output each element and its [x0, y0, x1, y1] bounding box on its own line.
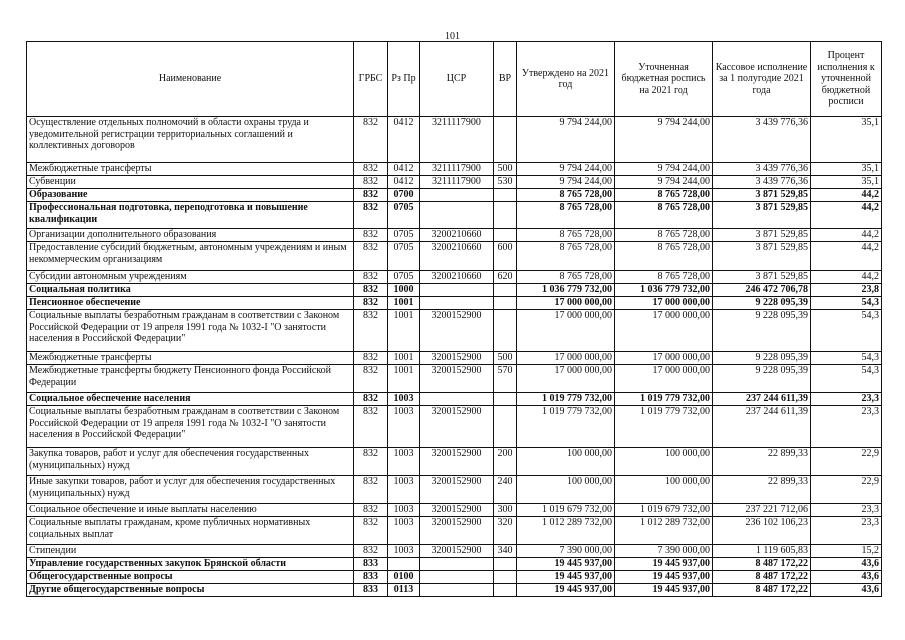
cell-grbs: 832: [354, 406, 388, 448]
cell-csr: [420, 297, 494, 310]
cell-approved: 8 765 728,00: [517, 242, 615, 271]
cell-rzpr: 1001: [388, 365, 420, 393]
cell-percent: 54,3: [811, 310, 882, 352]
cell-cash: 3 439 776,36: [713, 117, 811, 163]
cell-cash: 3 439 776,36: [713, 163, 811, 176]
table-row: [27, 352, 882, 365]
col-header-name: Наименование: [27, 42, 354, 117]
cell-approved: 8 765 728,00: [517, 229, 615, 242]
cell-csr: 3211117900: [420, 117, 494, 163]
cell-grbs: 832: [354, 517, 388, 545]
cell-name: Социальная политика: [27, 284, 354, 297]
cell-refined: 9 794 244,00: [615, 176, 713, 189]
cell-approved: 9 794 244,00: [517, 117, 615, 163]
cell-csr: 3200210660: [420, 229, 494, 242]
cell-percent: 54,3: [811, 297, 882, 310]
cell-vr: [494, 310, 517, 352]
cell-grbs: 832: [354, 271, 388, 284]
cell-percent: 22,9: [811, 448, 882, 476]
cell-csr: 3200152900: [420, 545, 494, 558]
cell-approved: 17 000 000,00: [517, 310, 615, 352]
cell-name: Межбюджетные трансферты: [27, 352, 354, 365]
cell-rzpr: 1001: [388, 310, 420, 352]
cell-approved: 17 000 000,00: [517, 352, 615, 365]
cell-vr: [494, 202, 517, 229]
cell-csr: [420, 571, 494, 584]
cell-rzpr: 0705: [388, 242, 420, 271]
cell-percent: 23,3: [811, 504, 882, 517]
cell-grbs: 832: [354, 545, 388, 558]
cell-name: Межбюджетные трансферты бюджету Пенсионного фонда Российской Федерации: [27, 365, 354, 393]
cell-refined: 1 019 779 732,00: [615, 393, 713, 406]
cell-grbs: 832: [354, 504, 388, 517]
col-header-percent: Процент исполнения к уточненной бюджетной росписи: [811, 42, 882, 117]
cell-cash: 22 899,33: [713, 476, 811, 504]
cell-approved: 8 765 728,00: [517, 189, 615, 202]
cell-refined: 8 765 728,00: [615, 202, 713, 229]
cell-csr: 3200152900: [420, 504, 494, 517]
cell-cash: 8 487 172,22: [713, 571, 811, 584]
cell-refined: 17 000 000,00: [615, 310, 713, 352]
cell-percent: 44,2: [811, 229, 882, 242]
cell-rzpr: 0705: [388, 229, 420, 242]
cell-vr: 530: [494, 176, 517, 189]
table-row: [27, 284, 882, 297]
cell-name: Другие общегосударственные вопросы: [27, 584, 354, 597]
cell-rzpr: 0700: [388, 189, 420, 202]
cell-csr: 3200152900: [420, 406, 494, 448]
cell-refined: 1 019 679 732,00: [615, 504, 713, 517]
col-header-grbs: ГРБС: [354, 42, 388, 117]
cell-csr: [420, 558, 494, 571]
cell-cash: 9 228 095,39: [713, 365, 811, 393]
cell-approved: 7 390 000,00: [517, 545, 615, 558]
table-row: [27, 571, 882, 584]
page-number: 101: [445, 31, 460, 42]
cell-rzpr: 1001: [388, 352, 420, 365]
cell-approved: 100 000,00: [517, 476, 615, 504]
table-row: [27, 504, 882, 517]
cell-csr: 3211117900: [420, 163, 494, 176]
cell-rzpr: 0100: [388, 571, 420, 584]
cell-percent: 22,9: [811, 476, 882, 504]
cell-grbs: 832: [354, 117, 388, 163]
cell-grbs: 832: [354, 365, 388, 393]
cell-approved: 1 019 679 732,00: [517, 504, 615, 517]
cell-vr: 300: [494, 504, 517, 517]
budget-table: [26, 41, 882, 597]
cell-grbs: 832: [354, 229, 388, 242]
cell-name: Пенсионное обеспечение: [27, 297, 354, 310]
cell-vr: [494, 571, 517, 584]
cell-name: Субвенции: [27, 176, 354, 189]
cell-vr: 570: [494, 365, 517, 393]
cell-percent: 35,1: [811, 117, 882, 163]
cell-name: Предоставление субсидий бюджетным, автономным учреждениям и иным некоммерческим организациям: [27, 242, 354, 271]
cell-csr: 3200152900: [420, 476, 494, 504]
cell-cash: 3 871 529,85: [713, 242, 811, 271]
cell-rzpr: 1003: [388, 448, 420, 476]
cell-cash: 237 244 611,39: [713, 393, 811, 406]
cell-rzpr: 1003: [388, 393, 420, 406]
cell-refined: 9 794 244,00: [615, 117, 713, 163]
cell-grbs: 833: [354, 558, 388, 571]
cell-vr: 340: [494, 545, 517, 558]
table-row: [27, 189, 882, 202]
cell-name: Иные закупки товаров, работ и услуг для обеспечения государственных (муниципальных) нужд: [27, 476, 354, 504]
table-row: [27, 310, 882, 352]
cell-grbs: 832: [354, 176, 388, 189]
cell-rzpr: 1001: [388, 297, 420, 310]
cell-cash: 3 871 529,85: [713, 271, 811, 284]
cell-grbs: 833: [354, 584, 388, 597]
cell-rzpr: 0705: [388, 202, 420, 229]
table-row: [27, 229, 882, 242]
table-row: [27, 271, 882, 284]
cell-approved: 19 445 937,00: [517, 571, 615, 584]
cell-csr: [420, 202, 494, 229]
cell-name: Общегосударственные вопросы: [27, 571, 354, 584]
table-row: [27, 242, 882, 271]
cell-grbs: 832: [354, 393, 388, 406]
cell-vr: 600: [494, 242, 517, 271]
cell-name: Межбюджетные трансферты: [27, 163, 354, 176]
cell-name: Социальное обеспечение и иные выплаты населению: [27, 504, 354, 517]
cell-approved: 8 765 728,00: [517, 202, 615, 229]
cell-percent: 23,3: [811, 393, 882, 406]
table-row: [27, 558, 882, 571]
cell-percent: 54,3: [811, 365, 882, 393]
cell-name: Субсидии автономным учреждениям: [27, 271, 354, 284]
cell-refined: 1 036 779 732,00: [615, 284, 713, 297]
table-row: [27, 584, 882, 597]
table-row: [27, 517, 882, 545]
cell-grbs: 832: [354, 297, 388, 310]
table-row: [27, 448, 882, 476]
cell-cash: 8 487 172,22: [713, 558, 811, 571]
cell-refined: 8 765 728,00: [615, 242, 713, 271]
cell-grbs: 832: [354, 352, 388, 365]
cell-percent: 43,6: [811, 571, 882, 584]
table-row: [27, 202, 882, 229]
cell-grbs: 832: [354, 310, 388, 352]
cell-percent: 44,2: [811, 202, 882, 229]
cell-vr: 200: [494, 448, 517, 476]
cell-approved: 17 000 000,00: [517, 297, 615, 310]
cell-cash: 237 244 611,39: [713, 406, 811, 448]
cell-grbs: 832: [354, 242, 388, 271]
cell-name: Социальные выплаты безработным гражданам в соответствии с Законом Российской Федерации от 19 апреля 1991 года № 1032-I "О занятости населения в Российской Федерации": [27, 310, 354, 352]
cell-csr: 3200152900: [420, 517, 494, 545]
cell-name: Осуществление отдельных полномочий в области охраны труда и уведомительной регистрации территориальных соглашений и коллективных договоров: [27, 117, 354, 163]
cell-rzpr: 1003: [388, 406, 420, 448]
cell-csr: [420, 393, 494, 406]
cell-percent: 23,3: [811, 517, 882, 545]
cell-percent: 43,6: [811, 584, 882, 597]
cell-percent: 15,2: [811, 545, 882, 558]
cell-percent: 35,1: [811, 163, 882, 176]
cell-name: Организации дополнительного образования: [27, 229, 354, 242]
cell-cash: 3 871 529,85: [713, 229, 811, 242]
cell-rzpr: 1003: [388, 545, 420, 558]
cell-csr: 3200152900: [420, 310, 494, 352]
cell-name: Стипендии: [27, 545, 354, 558]
cell-cash: 22 899,33: [713, 448, 811, 476]
cell-vr: 500: [494, 163, 517, 176]
cell-csr: [420, 284, 494, 297]
cell-approved: 17 000 000,00: [517, 365, 615, 393]
cell-approved: 9 794 244,00: [517, 163, 615, 176]
cell-refined: 8 765 728,00: [615, 189, 713, 202]
col-header-csr: ЦСР: [420, 42, 494, 117]
cell-refined: 1 012 289 732,00: [615, 517, 713, 545]
cell-refined: 8 765 728,00: [615, 271, 713, 284]
cell-grbs: 832: [354, 284, 388, 297]
cell-percent: 35,1: [811, 176, 882, 189]
cell-name: Образование: [27, 189, 354, 202]
cell-name: Закупка товаров, работ и услуг для обеспечения государственных (муниципальных) нужд: [27, 448, 354, 476]
cell-cash: 3 871 529,85: [713, 202, 811, 229]
cell-percent: 43,6: [811, 558, 882, 571]
cell-rzpr: 0113: [388, 584, 420, 597]
cell-approved: 1 012 289 732,00: [517, 517, 615, 545]
cell-percent: 44,2: [811, 242, 882, 271]
table-row: [27, 476, 882, 504]
cell-csr: 3200152900: [420, 448, 494, 476]
cell-refined: 19 445 937,00: [615, 558, 713, 571]
cell-percent: 23,8: [811, 284, 882, 297]
cell-approved: 1 019 779 732,00: [517, 406, 615, 448]
cell-csr: [420, 584, 494, 597]
cell-refined: 9 794 244,00: [615, 163, 713, 176]
cell-vr: 320: [494, 517, 517, 545]
cell-vr: [494, 117, 517, 163]
cell-vr: [494, 284, 517, 297]
cell-vr: [494, 189, 517, 202]
cell-rzpr: 1003: [388, 504, 420, 517]
cell-rzpr: 1003: [388, 517, 420, 545]
cell-cash: 8 487 172,22: [713, 584, 811, 597]
cell-refined: 100 000,00: [615, 476, 713, 504]
cell-name: Социальные выплаты безработным гражданам в соответствии с Законом Российской Федерации от 19 апреля 1991 года № 1032-I "О занятости населения в Российской Федерации": [27, 406, 354, 448]
cell-rzpr: 0412: [388, 117, 420, 163]
cell-name: Социальное обеспечение населения: [27, 393, 354, 406]
header-row: [27, 42, 882, 117]
cell-refined: 19 445 937,00: [615, 584, 713, 597]
cell-rzpr: 1000: [388, 284, 420, 297]
col-header-vr: ВР: [494, 42, 517, 117]
cell-refined: 8 765 728,00: [615, 229, 713, 242]
cell-vr: [494, 229, 517, 242]
cell-rzpr: [388, 558, 420, 571]
cell-cash: 246 472 706,78: [713, 284, 811, 297]
cell-csr: [420, 189, 494, 202]
cell-percent: 23,3: [811, 406, 882, 448]
cell-refined: 100 000,00: [615, 448, 713, 476]
table-row: [27, 406, 882, 448]
cell-csr: 3200210660: [420, 242, 494, 271]
cell-cash: 236 102 106,23: [713, 517, 811, 545]
cell-vr: 620: [494, 271, 517, 284]
cell-grbs: 832: [354, 189, 388, 202]
cell-refined: 1 019 779 732,00: [615, 406, 713, 448]
table-row: [27, 297, 882, 310]
cell-approved: 8 765 728,00: [517, 271, 615, 284]
col-header-rzpr: Рз Пр: [388, 42, 420, 117]
cell-cash: 9 228 095,39: [713, 310, 811, 352]
cell-grbs: 832: [354, 476, 388, 504]
cell-vr: [494, 406, 517, 448]
table-row: [27, 393, 882, 406]
cell-vr: 500: [494, 352, 517, 365]
cell-percent: 44,2: [811, 271, 882, 284]
cell-rzpr: 0412: [388, 163, 420, 176]
cell-cash: 1 119 605,83: [713, 545, 811, 558]
cell-refined: 17 000 000,00: [615, 352, 713, 365]
cell-name: Управление государственных закупок Брянской области: [27, 558, 354, 571]
cell-approved: 9 794 244,00: [517, 176, 615, 189]
col-header-cash: Кассовое исполнение за 1 полугодие 2021 года: [713, 42, 811, 117]
cell-cash: 3 439 776,36: [713, 176, 811, 189]
cell-csr: 3200210660: [420, 271, 494, 284]
table-row: [27, 176, 882, 189]
cell-csr: 3200152900: [420, 365, 494, 393]
cell-vr: 240: [494, 476, 517, 504]
cell-rzpr: 1003: [388, 476, 420, 504]
cell-approved: 1 019 779 732,00: [517, 393, 615, 406]
cell-refined: 17 000 000,00: [615, 297, 713, 310]
cell-refined: 17 000 000,00: [615, 365, 713, 393]
col-header-approved: Утверждено на 2021 год: [517, 42, 615, 117]
cell-grbs: 832: [354, 448, 388, 476]
cell-percent: 54,3: [811, 352, 882, 365]
cell-csr: 3211117900: [420, 176, 494, 189]
cell-vr: [494, 393, 517, 406]
cell-grbs: 833: [354, 571, 388, 584]
table-row: [27, 163, 882, 176]
cell-grbs: 832: [354, 163, 388, 176]
cell-refined: 7 390 000,00: [615, 545, 713, 558]
cell-refined: 19 445 937,00: [615, 571, 713, 584]
cell-vr: [494, 584, 517, 597]
cell-grbs: 832: [354, 202, 388, 229]
table-row: [27, 365, 882, 393]
cell-name: Профессиональная подготовка, переподготовка и повышение квалификации: [27, 202, 354, 229]
cell-csr: 3200152900: [420, 352, 494, 365]
cell-vr: [494, 297, 517, 310]
cell-cash: 9 228 095,39: [713, 352, 811, 365]
cell-approved: 100 000,00: [517, 448, 615, 476]
cell-percent: 44,2: [811, 189, 882, 202]
cell-approved: 19 445 937,00: [517, 558, 615, 571]
cell-rzpr: 0412: [388, 176, 420, 189]
cell-rzpr: 0705: [388, 271, 420, 284]
col-header-refined: Уточненная бюджетная роспись на 2021 год: [615, 42, 713, 117]
cell-approved: 19 445 937,00: [517, 584, 615, 597]
cell-cash: 3 871 529,85: [713, 189, 811, 202]
cell-cash: 237 221 712,06: [713, 504, 811, 517]
cell-cash: 9 228 095,39: [713, 297, 811, 310]
cell-vr: [494, 558, 517, 571]
cell-name: Социальные выплаты гражданам, кроме публичных нормативных социальных выплат: [27, 517, 354, 545]
table-row: [27, 545, 882, 558]
table-row: [27, 117, 882, 163]
cell-approved: 1 036 779 732,00: [517, 284, 615, 297]
